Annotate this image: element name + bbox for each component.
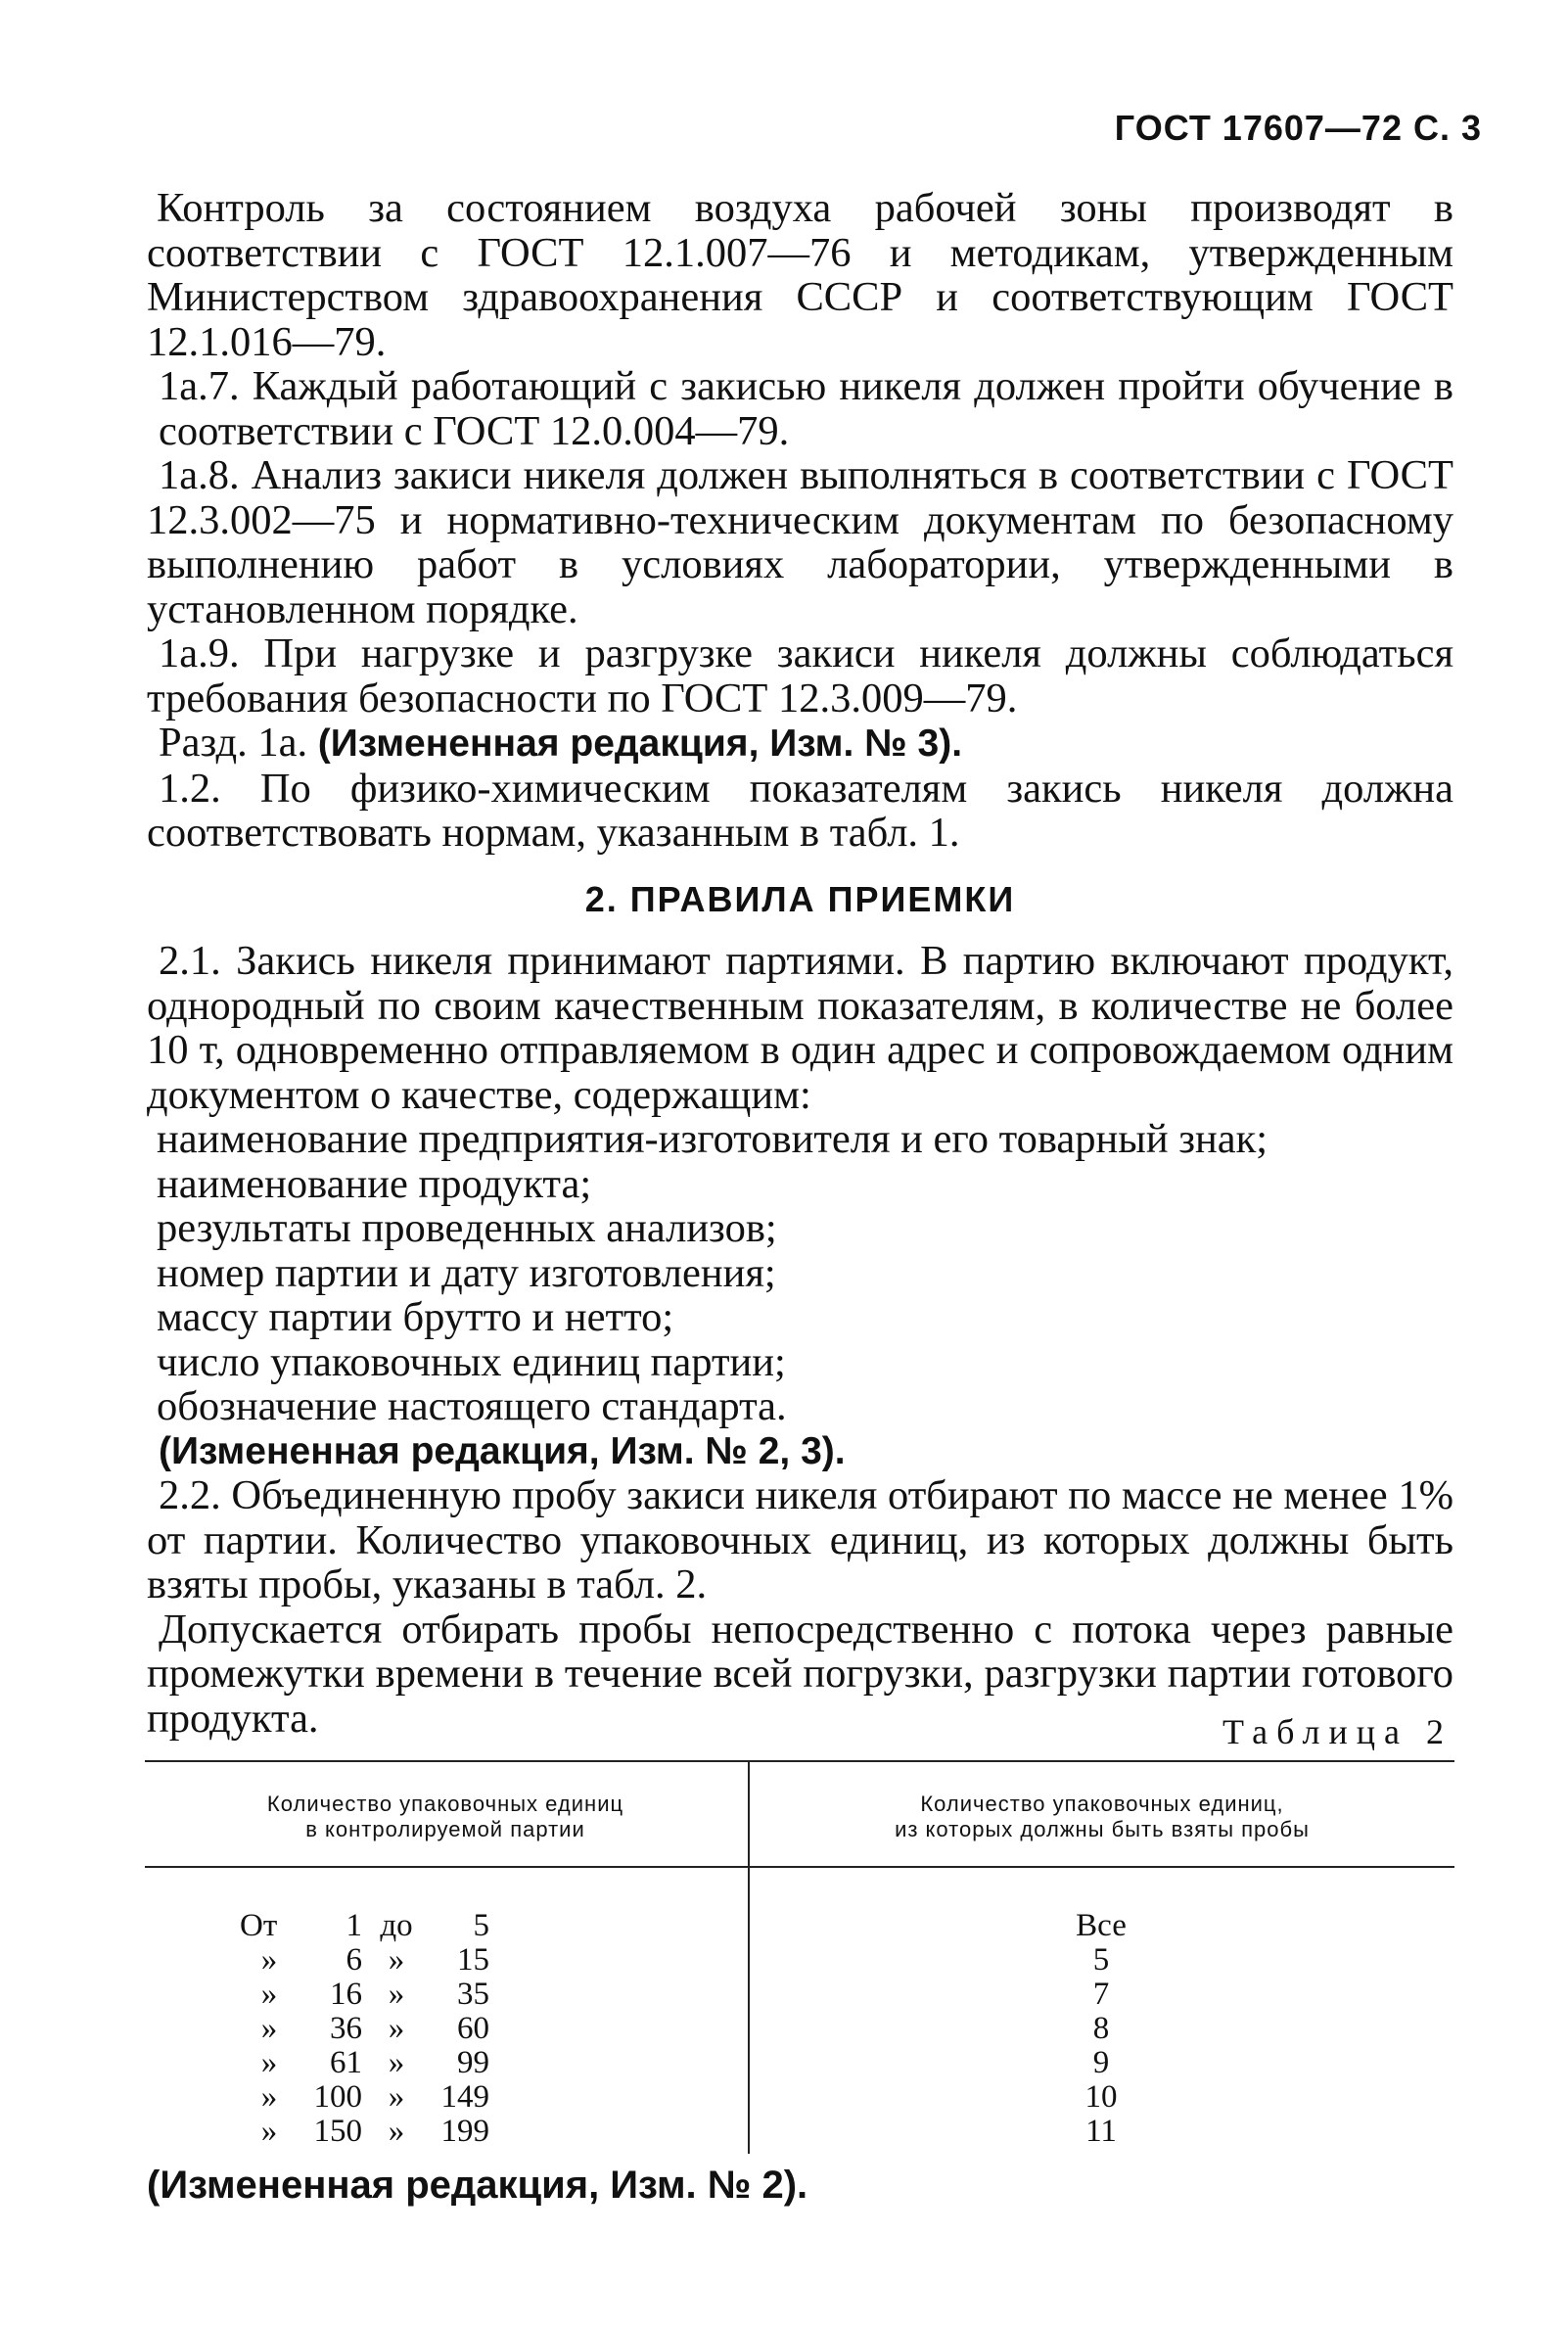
table-row (240, 1909, 489, 1943)
table-cell-count: 11 (1085, 2114, 1117, 2149)
table-header-right (750, 1792, 1454, 1842)
cell-from: 16 (330, 1977, 362, 2012)
table-row (240, 2046, 489, 2080)
razd-edition-line (147, 721, 1453, 767)
cell-to: 60 (457, 2011, 489, 2046)
table-body-left (240, 1909, 489, 2149)
list-item: число упаковочных единиц партии; (157, 1338, 786, 1385)
list-item: наименование предприятия-изготовителя и его товарный знак; (157, 1116, 1268, 1162)
cell-to: 149 (440, 2079, 489, 2115)
cell-sep: » (388, 2079, 405, 2115)
cell-to: 35 (457, 1977, 489, 2012)
table-header-left (145, 1792, 746, 1842)
table-row (240, 2115, 489, 2149)
cell-from: 36 (330, 2011, 362, 2046)
paragraph-1a8: 1а.8. Анализ закиси никеля должен выполняться в соответствии с ГОСТ 12.3.002—75 и нормативно-техническим документам по безопасному выполнению работ в условиях лаборатории, утвержденными в установленном порядке. (147, 452, 1453, 632)
table-cell-count: 10 (1084, 2079, 1118, 2115)
table-cell-count: 9 (1092, 2045, 1110, 2080)
list-item: наименование продукта; (157, 1160, 592, 1207)
cell-from: 6 (346, 1942, 362, 1978)
header-left-line1: Количество упаковочных единиц (266, 1792, 624, 1816)
edition-note-2: (Измененная редакция, Изм. № 2). (147, 2164, 808, 2207)
cell-to: 199 (440, 2114, 489, 2149)
paragraph-2-2: 2.2. Объединенную пробу закиси никеля отбирают по массе не менее 1% от партии. Количество упаковочных единиц, из которых должны быть взяты пробы, указаны в табл. 2. (147, 1472, 1453, 1607)
table-top-rule (145, 1760, 1454, 1762)
table-row (240, 2080, 489, 2115)
cell-from: 61 (330, 2045, 362, 2080)
razd-edition: (Измененная редакция, Изм. № 3). (317, 722, 963, 765)
header-right-line1: Количество упаковочных единиц, (920, 1792, 1284, 1816)
list-item: результаты проведенных анализов; (157, 1205, 777, 1251)
cell-to: 15 (457, 1942, 489, 1978)
table-row (240, 1978, 489, 2012)
cell-prefix: От (240, 1908, 278, 1943)
table-header-rule (145, 1866, 1454, 1868)
list-item: массу партии брутто и нетто; (157, 1294, 674, 1340)
cell-from: 1 (346, 1908, 362, 1943)
header-right-line2: из которых должны быть взяты пробы (895, 1817, 1310, 1841)
paragraph-1-2: 1.2. По физико-химическим показателям закись никеля должна соответствовать нормам, указанным в табл. 1. (147, 765, 1453, 856)
cell-sep: » (388, 1977, 405, 2012)
list-item: обозначение настоящего стандарта. (157, 1383, 787, 1429)
cell-prefix: » (260, 2114, 278, 2149)
cell-prefix: » (260, 2045, 278, 2080)
list-item: номер партии и дату изготовления; (157, 1249, 776, 1296)
page-header: ГОСТ 17607—72 С. 3 (1114, 108, 1482, 148)
paragraph-2-2-sampling: Допускается отбирать пробы непосредственно с потока через равные промежутки времени в течение всей погрузки, разгрузки партии готового продукта. (147, 1606, 1453, 1742)
cell-sep: до (380, 1908, 413, 1943)
cell-prefix: » (260, 1977, 278, 2012)
cell-sep: » (388, 2011, 405, 2046)
razd-label: Разд. 1а. (159, 720, 318, 766)
section-title: 2. ПРАВИЛА ПРИЕМКИ (584, 878, 1016, 919)
cell-sep: » (388, 2114, 405, 2149)
cell-prefix: » (260, 2011, 278, 2046)
document-body (147, 186, 1453, 1741)
cell-sep: » (388, 2045, 405, 2080)
table-cell-count: 5 (1092, 1942, 1110, 1978)
paragraph-air-control: Контроль за состоянием воздуха рабочей зоны производят в соответствии с ГОСТ 12.1.007—76 и методикам, утвержденным Министерством здравоохранения СССР и соответствующим ГОСТ 12.1.016—79. (147, 185, 1453, 365)
table-caption: Таблица 2 (1222, 1712, 1453, 1751)
cell-to: 5 (473, 1908, 489, 1943)
paragraph-1a9: 1а.9. При нагрузке и разгрузке закиси никеля должны соблюдаться требования безопасности по ГОСТ 12.3.009—79. (147, 630, 1453, 722)
table-cell-count: 8 (1092, 2011, 1110, 2046)
cell-from: 150 (313, 2114, 362, 2149)
table-row (240, 2012, 489, 2046)
paragraph-2-1: 2.1. Закись никеля принимают партиями. В партию включают продукт, однородный по своим качественным показателям, в количестве не более 10 т, одновременно отправляемом в один адрес и сопровождаемом одним документом о качестве, содержащим: (147, 938, 1453, 1118)
table-row (240, 1943, 489, 1978)
header-left-line2: в контролируемой партии (305, 1817, 585, 1841)
table-cell-count: 7 (1092, 1977, 1110, 2012)
cell-sep: » (388, 1942, 405, 1978)
table-cell-count: Все (1076, 1908, 1127, 1943)
cell-from: 100 (313, 2079, 362, 2115)
cell-prefix: » (260, 2079, 278, 2115)
paragraph-1a7: 1а.7. Каждый работающий с закисью никеля должен пройти обучение в соответствии с ГОСТ 12.0.004—79. (159, 363, 1453, 454)
table-body-right (1057, 1909, 1145, 2149)
edition-note-2-3: (Измененная редакция, Изм. № 2, 3). (159, 1429, 846, 1472)
cell-to: 99 (457, 2045, 489, 2080)
cell-prefix: » (260, 1942, 278, 1978)
